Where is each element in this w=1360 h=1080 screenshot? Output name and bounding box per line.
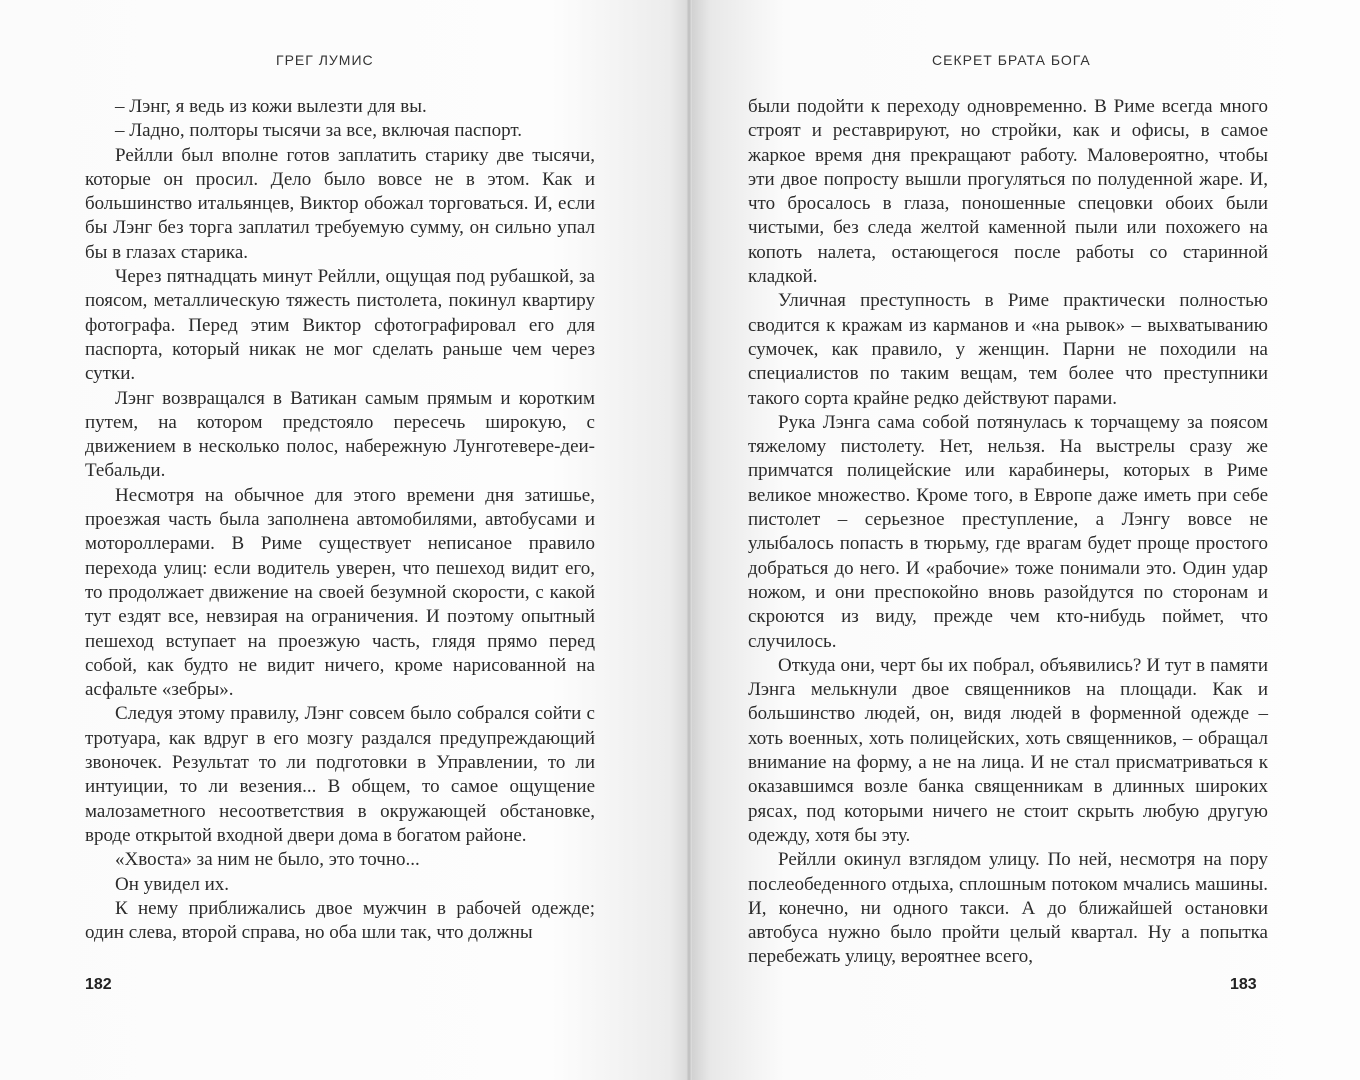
right-running-head: СЕКРЕТ БРАТА БОГА [932, 52, 1091, 68]
paragraph: «Хвоста» за ним не было, это точно... [115, 849, 420, 871]
paragraph: Несмотря на обычное для этого времени дня затишье, проезжая часть была заполнена автомобилями, автобусами и мотороллерами. В Риме существует неписаное правило перехода улиц: если водитель уверен, что пешеход видит его, то продолжает движение на своей безумной скорости, с какой тут ездят все, невзирая на ограничения. И поэтому опытный пешеход вступает на проезжую часть, глядя прямо перед собой, как будто не видит ничего, кроме нарисованной на асфальте «зебры». [85, 484, 595, 701]
paragraph: Рейлли окинул взглядом улицу. По ней, несмотря на пору послеобеденного отдыха, сплошным потоком мчались машины. И, конечно, ни одного такси. А до ближайшей остановки автобуса нужно было пройти целый квартал. Ну а попытка перебежать улицу, вероятнее всего, [748, 849, 1268, 968]
paragraph: Он увидел их. [115, 873, 230, 895]
paragraph: Следуя этому правилу, Лэнг совсем было собрался сойти с тротуара, как вдруг в его мозгу раздался предупреждающий звоночек. Результат то ли подготовки в Управлении, то ли интуиции, то ли везения... В общем, то самое ощущение малозаметного несоответствия в окружающей обстановке, вроде открытой входной двери дома в богатом районе. [85, 703, 595, 846]
paragraph: Через пятнадцать минут Рейлли, ощущая под рубашкой, за поясом, металлическую тяжесть пистолета, покинул квартиру фотографа. Перед этим Виктор сфотографировал его для паспорта, который никак не мог сделать раньше чем через сутки. [85, 266, 595, 385]
paragraph: Лэнг возвращался в Ватикан самым прямым и коротким путем, на котором предстояло пересечь широкую, с движением в несколько полос, набережную Лунготевере-деи-Тебальди. [85, 387, 595, 482]
left-page-number: 182 [85, 976, 112, 993]
paragraph: – Ладно, полторы тысячи за все, включая паспорт. [115, 120, 522, 142]
paragraph-continuation: были подойти к переходу одновременно. В Риме всегда много строят и реставрируют, но стройки, как и офисы, в самое жаркое время дня прекращают работу. Маловероятно, чтобы эти двое попросту вышли прогуляться по полуденной жаре. И, что бросалось в глаза, поношенные спецовки обоих были чистыми, без следа желтой каменной пыли или похожего на копоть налета, остающегося после работы со старинной кладкой. [748, 96, 1268, 288]
paragraph: Уличная преступность в Риме практически полностью сводится к кражам из карманов и «на рывок» – выхватыванию сумочек, как правило, у женщин. Парни не походили на специалистов по таким вещам, тем более что преступники такого сорта крайне редко действуют парами. [748, 290, 1268, 409]
paragraph: К нему приближались двое мужчин в рабочей одежде; один слева, второй справа, но оба шли так, что должны [85, 897, 595, 944]
book-gutter [686, 0, 692, 1080]
paragraph: Рука Лэнга сама собой потянулась к торчащему за поясом тяжелому пистолету. Нет, нельзя. На выстрелы сразу же примчатся полицейские или карабинеры, которых в Риме великое множество. Кроме того, в Европе даже иметь при себе пистолет – серьезное преступление, а Лэнгу вовсе не улыбалось попасть в тюрьму, где врагам будет проще простого добраться до него. И «рабочие» тоже понимали это. Один удар ножом, и они преспокойно вновь разойдутся по сторонам и скроются из виду, прежде чем кто-нибудь поймет, что случилось. [748, 411, 1268, 652]
left-running-head: ГРЕГ ЛУМИС [276, 52, 374, 68]
left-page-text [85, 95, 595, 945]
paragraph: Откуда они, черт бы их побрал, объявились? И тут в памяти Лэнга мелькнули двое священников на площади. Как и большинство людей, он, видя людей в форменной одежде – хоть военных, хоть полицейских, хоть священников, – обращал внимание на форму, а не на лица. И не стал присматриваться к оказавшимся возле банка священникам в длинных широких рясах, под которыми ничего не стоит скрыть любую другую одежду, хотя бы эту. [748, 654, 1268, 846]
right-page-number: 183 [1230, 976, 1257, 993]
right-page-text [748, 95, 1268, 970]
paragraph: Рейлли был вполне готов заплатить старику две тысячи, которые он просил. Дело было вовсе не в этом. Как и большинство итальянцев, Виктор обожал торговаться. И, если бы Лэнг без торга заплатил требуемую сумму, он сильно упал бы в глазах старика. [85, 144, 595, 263]
paragraph: – Лэнг, я ведь из кожи вылезти для вы. [115, 96, 427, 117]
